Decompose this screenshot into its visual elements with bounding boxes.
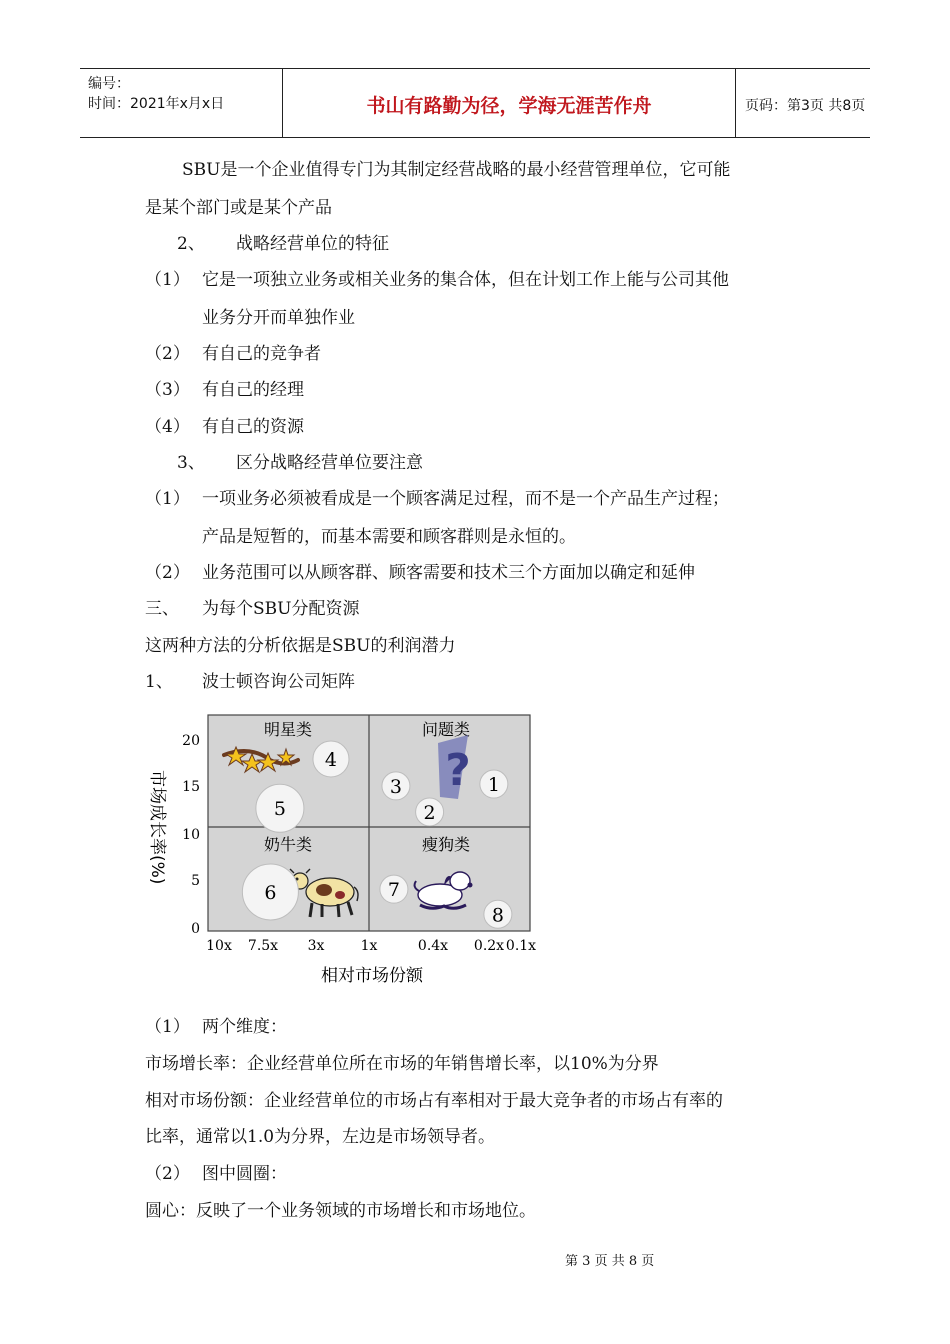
paragraph-sbu-definition-line2: 是某个部门或是某个产品 xyxy=(145,198,332,218)
bubble-label-7: 7 xyxy=(387,879,400,902)
page-header xyxy=(80,68,870,138)
page-footer xyxy=(565,1250,654,1269)
footer-page-mid: 页 共 xyxy=(594,1254,625,1269)
svg-text:?: ? xyxy=(445,745,471,796)
dimension-heading: 两个维度： xyxy=(202,1017,287,1037)
paragraph-analysis-basis: 这两种方法的分析依据是SBU的利润潜力 xyxy=(145,636,456,656)
heading-2-number: 2、 xyxy=(177,234,205,254)
header-motto: 书山有路勤为径，学海无涯苦作舟 xyxy=(366,95,652,117)
market-growth-definition: 市场增长率：企业经营单位所在市场的年销售增长率，以10%为分界 xyxy=(145,1054,659,1074)
document-date: 时间：2021年x月x日 xyxy=(88,96,225,112)
relative-share-definition-line2: 比率，通常以1.0为分界，左边是市场领导者。 xyxy=(145,1127,496,1147)
heading-3-text: 区分战略经营单位要注意 xyxy=(236,453,423,473)
y-tick-label: 10 xyxy=(182,827,200,843)
x-axis-ticks xyxy=(206,938,536,954)
bubble-label-2: 2 xyxy=(423,801,436,824)
item-1-line2: 业务分开而单独作业 xyxy=(202,308,355,328)
bubble-label-1: 1 xyxy=(487,774,500,797)
x-tick-label: 3x xyxy=(307,938,325,954)
x-tick-label: 10x xyxy=(206,938,232,954)
item-1-line1: 它是一项独立业务或相关业务的集合体，但在计划工作上能与公司其他 xyxy=(202,270,729,290)
y-tick-label: 20 xyxy=(182,733,200,749)
item-3-number: （3） xyxy=(145,380,190,400)
note-1-number: （1） xyxy=(145,489,190,509)
note-2-number: （2） xyxy=(145,563,190,583)
bubble-label-6: 6 xyxy=(264,881,277,904)
note-2-text: 业务范围可以从顾客群、顾客需要和技术三个方面加以确定和延伸 xyxy=(202,563,695,583)
bubble-label-4: 4 xyxy=(324,748,338,771)
quadrant-label-cash-cows: 奶牛类 xyxy=(263,835,313,854)
bcg-heading-text: 波士顿咨询公司矩阵 xyxy=(202,672,355,692)
circle-center-explanation: 圆心：反映了一个业务领域的市场增长和市场地位。 xyxy=(145,1201,536,1221)
y-axis-ticks xyxy=(182,733,200,937)
y-tick-label: 15 xyxy=(182,779,200,795)
relative-share-definition-line1: 相对市场份额：企业经营单位的市场占有率相对于最大竞争者的市场占有率的 xyxy=(145,1091,723,1111)
header-middle-cell xyxy=(282,69,736,137)
header-right-cell xyxy=(735,69,870,137)
bubble-label-5: 5 xyxy=(273,798,286,821)
item-3-text: 有自己的经理 xyxy=(202,380,304,400)
note-1-line1: 一项业务必须被看成是一个顾客满足过程，而不是一个产品生产过程； xyxy=(202,489,729,509)
paragraph-sbu-definition-line1: SBU是一个企业值得专门为其制定经营战略的最小经营管理单位，它可能 xyxy=(182,160,731,180)
x-tick-label: 1x xyxy=(360,938,378,954)
document-number: 编号： xyxy=(88,76,130,92)
y-tick-label: 5 xyxy=(191,873,200,889)
footer-page-suffix: 页 xyxy=(641,1254,655,1269)
header-left-cell xyxy=(80,69,282,137)
circles-number: （2） xyxy=(145,1164,190,1184)
item-1-number: （1） xyxy=(145,270,190,290)
quadrant-label-dogs: 瘦狗类 xyxy=(421,835,471,854)
quadrant-label-stars: 明星类 xyxy=(263,720,313,739)
y-tick-label: 0 xyxy=(191,921,200,937)
footer-total-pages: 8 xyxy=(628,1254,638,1269)
x-tick-label: 0.2x xyxy=(473,938,505,954)
y-axis-title: 市场成长率(%) xyxy=(147,770,167,885)
bubble-label-3: 3 xyxy=(389,775,402,798)
heading-2-text: 战略经营单位的特征 xyxy=(236,234,389,254)
bcg-matrix-chart xyxy=(140,705,550,995)
x-tick-label: 0.4x xyxy=(417,938,449,954)
bubble-label-8: 8 xyxy=(491,904,504,927)
item-4-number: （4） xyxy=(145,417,190,437)
footer-page-prefix: 第 xyxy=(565,1254,579,1269)
quadrant-label-question-marks: 问题类 xyxy=(421,720,471,739)
circles-heading: 图中圆圈： xyxy=(202,1164,287,1184)
header-page-info: 页码：第3页 共8页 xyxy=(745,98,866,114)
x-axis-title: 相对市场份额 xyxy=(321,966,423,986)
item-2-text: 有自己的竞争者 xyxy=(202,344,321,364)
note-1-line2: 产品是短暂的，而基本需要和顾客群则是永恒的。 xyxy=(202,527,576,547)
x-tick-label: 7.5x xyxy=(247,938,279,954)
question-mark-clipart-icon xyxy=(438,735,471,799)
x-tick-label: 0.1x xyxy=(505,938,537,954)
item-2-number: （2） xyxy=(145,344,190,364)
section-3-number: 三、 xyxy=(145,599,179,619)
footer-page-number: 3 xyxy=(582,1254,591,1269)
heading-3-number: 3、 xyxy=(177,453,205,473)
bcg-heading-number: 1、 xyxy=(145,672,173,692)
item-4-text: 有自己的资源 xyxy=(202,417,304,437)
dimension-number: （1） xyxy=(145,1017,190,1037)
section-3-text: 为每个SBU分配资源 xyxy=(202,599,360,619)
